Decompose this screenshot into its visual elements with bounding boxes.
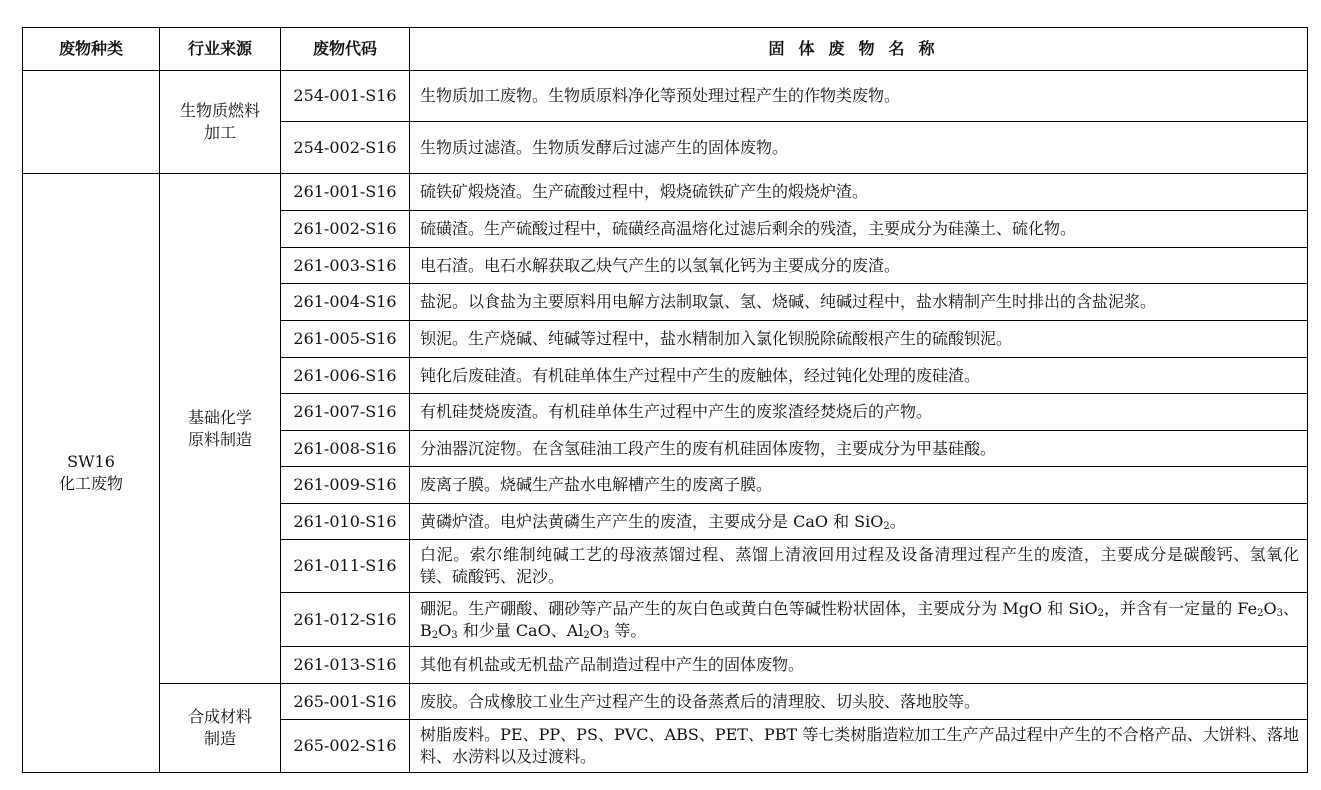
empty-category-cell [23, 71, 160, 174]
waste-code: 261-003-S16 [281, 248, 410, 284]
source-line: 制造 [203, 729, 236, 748]
waste-description: 废胶。合成橡胶工业生产过程产生的设备蒸煮后的清理胶、切头胶、落地胶等。 [410, 684, 1308, 720]
table-row [23, 684, 1308, 720]
waste-description: 钝化后废硅渣。有机硅单体生产过程中产生的废触体，经过钝化处理的废硅渣。 [410, 358, 1308, 394]
waste-description: 生物质过滤渣。生物质发酵后过滤产生的固体废物。 [410, 122, 1308, 174]
table-row [23, 71, 1308, 122]
source-line: 原料制造 [187, 429, 252, 449]
waste-description: 其他有机盐或无机盐产品制造过程中产生的固体废物。 [410, 647, 1308, 684]
waste-description: 树脂废料。PE、PP、PS、PVC、ABS、PET、PBT 等七类树脂造粒加工生产产品过程中产生的不合格产品、大饼料、落地料、水涝料以及过渡料。 [410, 720, 1308, 773]
waste-code: 265-002-S16 [281, 720, 410, 773]
waste-description: 废离子膜。烧碱生产盐水电解槽产生的废离子膜。 [410, 467, 1308, 504]
waste-description: 硼泥。生产硼酸、硼砂等产品产生的灰白色或黄白色等碱性粉状固体，主要成分为 MgO 和 SiO$_2$，并含有一定量的 $Fe_2O_3$、$B_2O_3$ 和少量 CaO、$Al_2O_3$ 等。 [410, 593, 1308, 647]
waste-description: 白泥。索尔维制纯碱工艺的母液蒸馏过程、蒸馏上清液回用过程及设备清理过程产生的废渣，主要成分是碳酸钙、氢氧化镁、硫酸钙、泥沙。 [410, 540, 1308, 593]
waste-description: 电石渣。电石水解获取乙炔气产生的以氢氧化钙为主要成分的废渣。 [410, 248, 1308, 284]
waste-description: 黄磷炉渣。电炉法黄磷生产产生的废渣，主要成分是 CaO 和 SiO$_2$。 [410, 504, 1308, 540]
waste-code: 261-006-S16 [281, 358, 410, 394]
waste-code: 261-012-S16 [281, 593, 410, 647]
waste-code: 261-009-S16 [281, 467, 410, 504]
waste-code: 261-004-S16 [281, 284, 410, 321]
waste-category-cell [23, 174, 160, 773]
waste-code: 254-002-S16 [281, 122, 410, 174]
industry-source-basic-chemical [160, 174, 281, 684]
waste-description: 有机硅焚烧废渣。有机硅单体生产过程中产生的废浆渣经焚烧后的产物。 [410, 394, 1308, 431]
waste-code: 261-013-S16 [281, 647, 410, 684]
waste-description: 盐泥。以食盐为主要原料用电解方法制取氯、氢、烧碱、纯碱过程中，盐水精制产生时排出的含盐泥浆。 [410, 284, 1308, 321]
header-industry-source: 行业来源 [160, 28, 281, 71]
waste-description: 分油器沉淀物。在含氢硅油工段产生的废有机硅固体废物，主要成分为甲基硅酸。 [410, 431, 1308, 467]
header-waste-type: 废物种类 [23, 28, 160, 71]
source-line: 合成材料 [187, 707, 252, 726]
source-line: 生物质燃料 [179, 101, 260, 120]
source-line: 基础化学 [187, 407, 252, 427]
solid-waste-table [22, 27, 1308, 773]
waste-description: 生物质加工废物。生物质原料净化等预处理过程产生的作物类废物。 [410, 71, 1308, 122]
waste-code: 261-010-S16 [281, 504, 410, 540]
waste-description: 硫磺渣。生产硫酸过程中，硫磺经高温熔化过滤后剩余的残渣，主要成分为硅藻土、硫化物。 [410, 211, 1308, 248]
waste-code: 261-011-S16 [281, 540, 410, 593]
waste-code: 261-008-S16 [281, 431, 410, 467]
waste-description: 硫铁矿煅烧渣。生产硫酸过程中，煅烧硫铁矿产生的煅烧炉渣。 [410, 174, 1308, 211]
header-row [23, 28, 1308, 71]
waste-category-name: 化工废物 [58, 474, 123, 493]
waste-code: 254-001-S16 [281, 71, 410, 122]
table-row [23, 174, 1308, 211]
source-line: 加工 [203, 123, 236, 142]
header-waste-name: 固体废物名称 [410, 28, 1308, 71]
waste-code: 265-001-S16 [281, 684, 410, 720]
waste-code: 261-007-S16 [281, 394, 410, 431]
header-waste-code: 废物代码 [281, 28, 410, 71]
waste-code: 261-005-S16 [281, 321, 410, 358]
industry-source-biomass [160, 71, 281, 174]
industry-source-synthetic-materials [160, 684, 281, 773]
waste-category-code: SW16 [67, 452, 115, 471]
waste-description: 钡泥。生产烧碱、纯碱等过程中，盐水精制加入氯化钡脱除硫酸根产生的硫酸钡泥。 [410, 321, 1308, 358]
waste-code: 261-001-S16 [281, 174, 410, 211]
waste-code: 261-002-S16 [281, 211, 410, 248]
